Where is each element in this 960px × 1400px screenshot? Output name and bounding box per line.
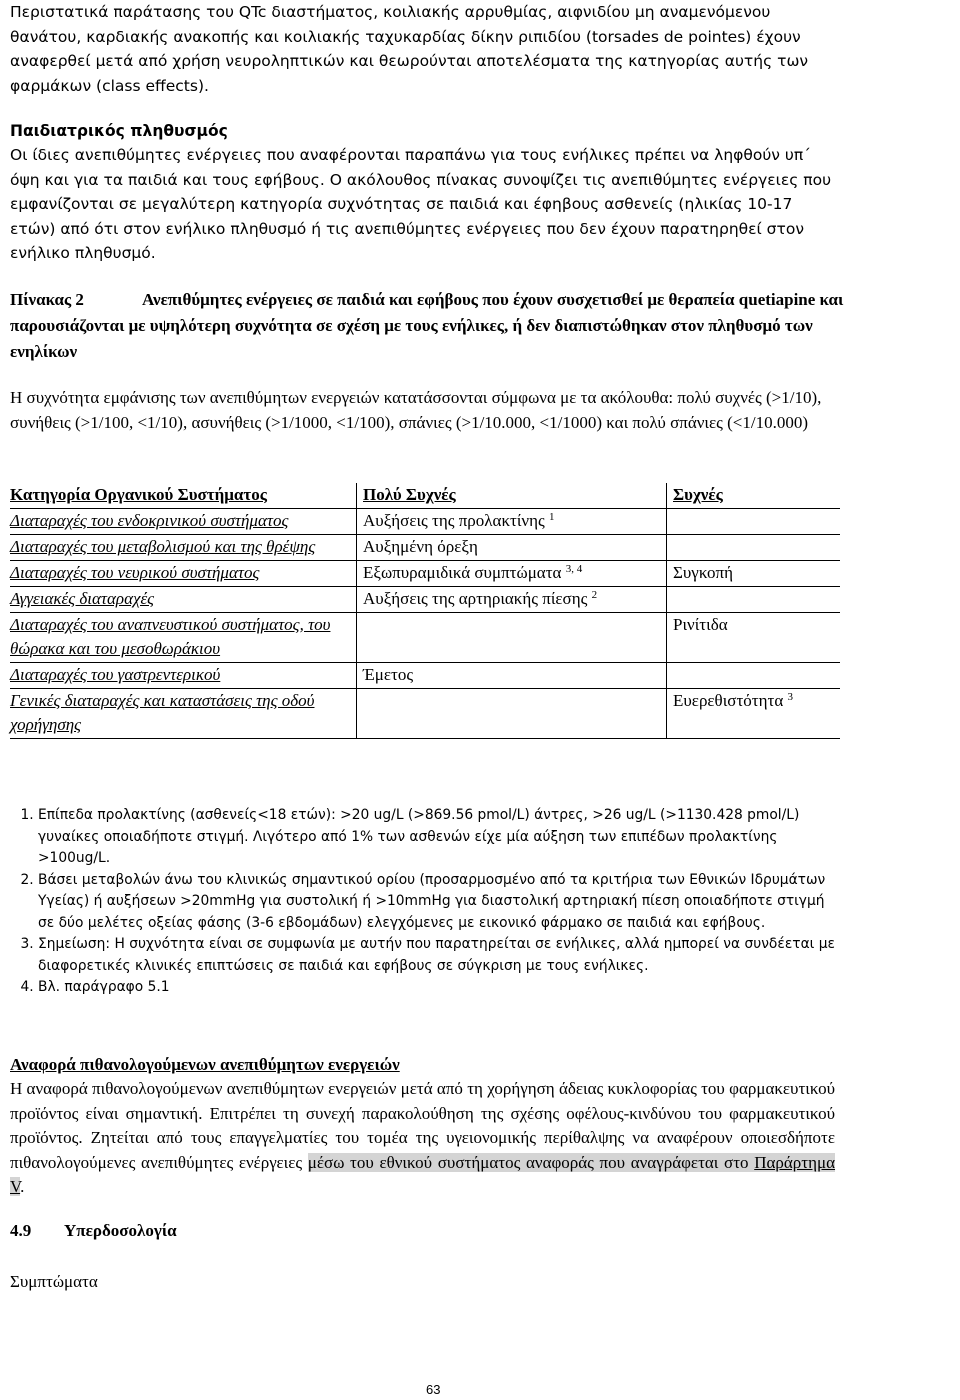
cell-soc-text: Διαταραχές του νευρικού συστήματος: [10, 563, 260, 582]
cell-very-common-text: Αυξημένη όρεξη: [363, 537, 478, 556]
cell-common: [667, 663, 841, 689]
cell-common-text: Ρινίτιδα: [673, 615, 728, 634]
cell-very-common: [357, 535, 667, 561]
table-row: [10, 561, 840, 587]
table-row: [10, 689, 840, 739]
table-row: [10, 509, 840, 535]
cell-common: [667, 689, 841, 739]
cell-soc: [10, 689, 357, 739]
table-header-row: [10, 483, 840, 509]
cell-very-common: [357, 561, 667, 587]
table-row: [10, 613, 840, 663]
header-soc: Κατηγορία Οργανικού Συστήματος: [10, 485, 267, 504]
cell-soc: [10, 509, 357, 535]
cell-soc-text: Διαταραχές του ενδοκρινικού συστήματος: [10, 511, 289, 530]
footnote-item: 1. Επίπεδα προλακτίνης (ασθενείς<18 ετών): >20 ug/L (>869.56 pmol/L) άντρες, >26 ug/L (>1130.428 pmol/L) γυναίκες οποιαδήποτε στιγμή. Λιγότερο από 1% των ασθενών είχε μία αύξηση των επιπέδων προλακτίνης >100ug/L.: [38, 805, 838, 870]
cell-common-text: Συγκοπή: [673, 563, 733, 582]
cell-soc-text: Αγγειακές διαταραχές: [10, 589, 155, 608]
pediatric-paragraph: Οι ίδιες ανεπιθύμητες ενέργειες που αναφέρονται παραπάνω για τους ενήλικες πρέπει να ληφθούν υπ΄ όψη και για τα παιδιά και τους εφήβους. Ο ακόλουθος πίνακας συνοψίζει τις ανεπιθύμητες ενέργειες που εμφανίζονται σε μεγαλύτερη κατηγορία συχνότητας σε παιδιά και έφηβους ασθενείς (ηλικίας 10-17 ετών) από ότι στον ενήλικο πληθυσμό ή τις ανεπιθύμητες ενέργειες που δεν έχουν παρατηρηθεί στον ενήλικο πληθυσμό.: [10, 146, 832, 262]
section-number: 4.9: [10, 1221, 32, 1240]
cell-common: [667, 587, 841, 613]
table-caption: [10, 287, 860, 365]
cell-very-common-footnote-ref: 1: [548, 511, 555, 523]
reporting-paragraph: [10, 1077, 835, 1200]
table-caption-text: Ανεπιθύμητες ενέργειες σε παιδιά και εφήβους που έχουν συσχετισθεί με θεραπεία quetiapine και παρουσιάζονται με υψηλότερη συχνότητα σε σχέση με τους ενήλικες, ή δεν διαπιστώθηκαν στον πληθυσμό των ενηλίκων: [10, 290, 844, 361]
pediatric-heading: Παιδιατρικός πληθυσμός: [10, 122, 228, 140]
cell-very-common-footnote-ref: 2: [591, 589, 598, 601]
page-number: 63: [426, 1382, 441, 1397]
annex-v-link[interactable]: Παράρτημα V: [10, 1152, 836, 1196]
footnote-item: 4. Βλ. παράγραφο 5.1: [38, 977, 838, 999]
footnotes-list: [10, 805, 838, 999]
footnote-item: 2. Βάσει μεταβολών άνω του κλινικώς σημαντικού ορίου (προσαρμοσμένο από τα κριτήρια των Εθνικών Ιδρυμάτων Υγείας) ή αυξήσεων >20mmHg για συστολική ή >10mmHg για διαστολική αρτηριακή πίεση οποιαδήποτε στιγμή σε δύο μελέτες οξείας φάσης (3-6 εβδομάδων) ελεγχόμενες με εικονικό φάρμακο σε παιδιά και εφήβους.: [38, 870, 838, 935]
cell-soc: [10, 587, 357, 613]
cell-common-text: Ευερεθιστότητα: [673, 691, 784, 710]
reporting-highlighted-text: μέσω του εθνικού συστήματος αναφοράς που αναγράφεται στο: [307, 1152, 749, 1172]
table-row: [10, 587, 840, 613]
cell-soc-text: Διαταραχές του γαστρεντερικού: [10, 665, 221, 684]
intro-paragraph: Περιστατικά παράτασης του QTc διαστήματος, κοιλιακής αρρυθμίας, αιφνιδίου μη αναμενόμενου θανάτου, καρδιακής ανακοπής και κοιλιακής ταχυκαρδίας δίκην ριπιδίου (torsades de pointes) έχουν αναφερθεί μετά από χρήση νευροληπτικών και θεωρούνται αποτελέσματα της κατηγορίας αυτής των φαρμάκων (class effects).: [10, 3, 809, 95]
symptoms-label: Συμπτώματα: [10, 1272, 98, 1291]
cell-soc: [10, 663, 357, 689]
cell-common: [667, 509, 841, 535]
cell-common-footnote-ref: 3: [787, 691, 793, 703]
cell-very-common: [357, 613, 667, 663]
section-title: Υπερδοσολογία: [64, 1221, 177, 1240]
cell-soc-text: Διαταραχές του αναπνευστικού συστήματος, του θώρακα και του μεσοθωράκιου: [10, 615, 331, 658]
cell-common: [667, 613, 841, 663]
cell-soc: [10, 535, 357, 561]
reporting-end: .: [20, 1177, 25, 1196]
cell-common: [667, 535, 841, 561]
cell-very-common-text: Αυξήσεις της αρτηριακής πίεσης: [363, 589, 588, 608]
cell-very-common: [357, 663, 667, 689]
cell-common: [667, 561, 841, 587]
footnote-item: 3. Σημείωση: Η συχνότητα είναι σε συμφωνία με αυτήν που παρατηρείται σε ενήλικες, αλλά ημπορεί να συνδέεται με διαφορετικές κλινικές επιπτώσεις σε παιδιά και εφήβους σε σύγκριση με τους ενήλικες.: [38, 934, 838, 977]
frequency-paragraph: Η συχνότητα εμφάνισης των ανεπιθύμητων ενεργειών κατατάσσονται σύμφωνα με τα ακόλουθα: πολύ συχνές (>1/10), συνήθεις (>1/100, <1/10), ασυνήθεις (>1/1000, <1/100), σπάνιες (>1/10.000, <1/1000) και πολύ σπάνιες (<1/10.000): [10, 388, 822, 432]
header-common: Συχνές: [673, 485, 723, 504]
table-caption-label: Πίνακας 2: [10, 290, 84, 309]
reporting-heading: Αναφορά πιθανολογούμενων ανεπιθύμητων ενεργειών: [10, 1055, 400, 1074]
cell-very-common-footnote-ref: 3, 4: [565, 563, 583, 575]
cell-very-common: [357, 509, 667, 535]
adverse-reactions-table: [10, 483, 840, 739]
header-very-common: Πολύ Συχνές: [357, 483, 667, 509]
cell-soc: [10, 561, 357, 587]
table-row: [10, 535, 840, 561]
cell-very-common-text: Έμετος: [363, 665, 414, 684]
cell-very-common: [357, 587, 667, 613]
cell-very-common-text: Αυξήσεις της προλακτίνης: [363, 511, 545, 530]
cell-soc: [10, 613, 357, 663]
cell-soc-text: Διαταραχές του μεταβολισμού και της θρέψης: [10, 537, 316, 556]
reporting-body: Η αναφορά πιθανολογούμενων ανεπιθύμητων ενεργειών μετά από τη χορήγηση άδειας κυκλοφορίας του φαρμακευτικού προϊόντος είναι σημαντική. Επιτρέπει τη συνεχή παρακολούθηση της σχέσης οφέλους-κινδύνου του φαρμακευτικού προϊόντος. Ζητείται από τους επαγγελματίες του τομέα της υγειονομικής περίθαλψης να αναφέρουν οποιεσδήποτε πιθανολογούμενες ανεπιθύμητες ενέργειες: [10, 1079, 835, 1172]
section-heading: [10, 1221, 177, 1241]
cell-soc-text: Γενικές διαταραχές και καταστάσεις της οδού χορήγησης: [10, 691, 315, 734]
cell-very-common: [357, 689, 667, 739]
cell-very-common-text: Εξωπυραμιδικά συμπτώματα: [363, 563, 562, 582]
table-row: [10, 663, 840, 689]
